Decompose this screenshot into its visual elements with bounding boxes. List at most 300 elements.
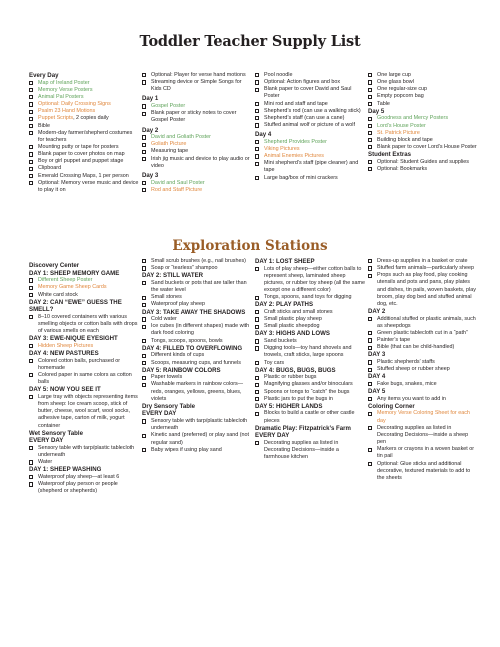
checklist-item bbox=[255, 160, 365, 174]
checklist-item bbox=[255, 153, 365, 160]
checkbox[interactable] bbox=[29, 124, 33, 128]
checkbox[interactable] bbox=[368, 167, 372, 171]
checklist-item bbox=[368, 258, 478, 265]
checkbox[interactable] bbox=[142, 80, 146, 84]
item-label: St. Patrick Picture bbox=[377, 129, 420, 136]
item-label: Rod and Staff Picture bbox=[151, 186, 203, 193]
checkbox[interactable] bbox=[29, 395, 33, 399]
checkbox[interactable] bbox=[368, 124, 372, 128]
checklist-item bbox=[29, 173, 139, 180]
page-title: Toddler Teacher Supply List bbox=[139, 33, 361, 50]
checklist-item bbox=[29, 123, 139, 130]
checkbox[interactable] bbox=[142, 259, 146, 263]
item-label: Plastic jars to put the bugs in bbox=[264, 395, 333, 402]
checkbox[interactable] bbox=[142, 181, 146, 185]
heading-day-2-can-ewe-guess-the-smell: DAY 2: CAN “EWE” GUESS THE SMELL? bbox=[29, 298, 122, 314]
checklist-item bbox=[142, 374, 252, 381]
item-label: Optional: Daily Crossing Signs bbox=[38, 101, 111, 108]
checklist-item bbox=[142, 258, 252, 265]
heading-dramatic-play-fitzpatrick-s-farm: Dramatic Play: Fitzpatrick’s Farm bbox=[255, 424, 351, 432]
item-label: Kinetic sand (preferred) or play sand (not regular sand) bbox=[151, 432, 249, 446]
checklist-item bbox=[368, 337, 478, 344]
checklist-item bbox=[142, 103, 252, 110]
item-label: Hidden Sheep Pictures bbox=[38, 342, 94, 349]
checkbox[interactable] bbox=[29, 181, 33, 185]
item-label: Modern-day farmer/shepherd costumes for teachers bbox=[38, 129, 133, 143]
checkbox[interactable] bbox=[255, 339, 259, 343]
checklist-item bbox=[368, 344, 478, 351]
checkbox[interactable] bbox=[255, 325, 259, 329]
heading-day-1-sheep-washing: DAY 1: SHEEP WASHING bbox=[29, 466, 102, 474]
checkbox[interactable] bbox=[142, 104, 146, 108]
item-label: Building block and tape bbox=[377, 136, 433, 143]
item-label: Washable markers in rainbow colors—reds, oranges, yellows, greens, blues, violets bbox=[151, 381, 244, 402]
checkbox[interactable] bbox=[29, 88, 33, 92]
item-label: Optional: Bookmarks bbox=[377, 165, 428, 172]
checkbox[interactable] bbox=[142, 135, 146, 139]
item-label: Optional: Glue sticks and additional decorative, textured materials to add to the sheets bbox=[377, 460, 471, 481]
checkbox[interactable] bbox=[142, 143, 146, 147]
checklist-item bbox=[142, 72, 252, 79]
exploration-stations-title: Exploration Stations bbox=[172, 238, 328, 254]
checkbox[interactable] bbox=[255, 397, 259, 401]
checklist-item bbox=[368, 86, 478, 93]
checklist-item bbox=[142, 141, 252, 148]
checkbox[interactable] bbox=[368, 145, 372, 149]
item-label: Waterproof play sheep bbox=[151, 301, 206, 308]
heading-day-5-rainbow-colors: DAY 5: RAINBOW COLORS bbox=[142, 366, 221, 374]
checklist-item bbox=[255, 323, 365, 330]
checkbox[interactable] bbox=[142, 112, 146, 116]
checklist-item bbox=[255, 309, 365, 316]
heading-day-3-take-away-the-shadows: DAY 3: TAKE AWAY THE SHADOWS bbox=[142, 308, 246, 316]
checklist-item bbox=[142, 156, 252, 170]
checkbox[interactable] bbox=[368, 338, 372, 342]
checkbox[interactable] bbox=[29, 446, 33, 450]
checkbox[interactable] bbox=[255, 346, 259, 350]
item-label: Memory Game Sheep Cards bbox=[38, 284, 107, 291]
item-label: Lord’s House Poster bbox=[377, 122, 426, 129]
checkbox[interactable] bbox=[142, 317, 146, 321]
checklist-item bbox=[368, 330, 478, 337]
checkbox[interactable] bbox=[255, 123, 259, 127]
checklist-item bbox=[29, 108, 139, 115]
checklist-item bbox=[255, 396, 365, 403]
checklist-item bbox=[29, 144, 139, 151]
item-label: Blank paper or sticky notes to cover Gospel Poster bbox=[151, 110, 237, 124]
item-label: Soap or “tearless” shampoo bbox=[151, 265, 218, 272]
heading-day-1-sheep-memory-game: DAY 1: SHEEP MEMORY GAME bbox=[29, 269, 120, 277]
item-label: Ice cubes (in different shapes) made with dark food coloring bbox=[151, 323, 250, 337]
checklist-item bbox=[142, 148, 252, 155]
checklist-item bbox=[368, 144, 478, 151]
checkbox[interactable] bbox=[142, 419, 146, 423]
checklist-item bbox=[368, 101, 478, 108]
item-label: Small stones bbox=[151, 294, 182, 301]
checklist-item bbox=[368, 272, 478, 308]
checkbox[interactable] bbox=[368, 382, 372, 386]
checkbox[interactable] bbox=[29, 174, 33, 178]
checklist-item bbox=[29, 94, 139, 101]
item-label: Optional: Memory verse music and device to play it on bbox=[38, 179, 139, 193]
checklist-item bbox=[142, 352, 252, 359]
checklist-item bbox=[142, 338, 252, 345]
checkbox[interactable] bbox=[142, 157, 146, 161]
item-label: Sensory table with tarp/plastic tablecloth underneath bbox=[151, 418, 248, 432]
heading-day-4-bugs-bugs-bugs: DAY 4: BUGS, BUGS, BUGS bbox=[255, 366, 336, 374]
heading-every-day: EVERY DAY bbox=[255, 432, 290, 440]
checkbox[interactable] bbox=[29, 95, 33, 99]
item-label: Small scrub brushes (e.g., nail brushes) bbox=[151, 258, 246, 264]
bottom-column-1 bbox=[29, 262, 139, 495]
item-label: Baby wipes if using play sand bbox=[151, 446, 222, 453]
checklist-item bbox=[142, 110, 252, 124]
checkbox[interactable] bbox=[29, 286, 33, 290]
heading-student-extras: Student Extras bbox=[368, 151, 412, 159]
checkbox[interactable] bbox=[368, 317, 372, 321]
top-column-3 bbox=[255, 72, 365, 182]
item-label: One large cup bbox=[377, 72, 411, 78]
checkbox[interactable] bbox=[29, 475, 33, 479]
checkbox[interactable] bbox=[29, 152, 33, 156]
item-label: Sand buckets bbox=[264, 338, 297, 345]
checkbox[interactable] bbox=[255, 310, 259, 314]
checkbox[interactable] bbox=[255, 109, 259, 113]
item-label: David and Saul Poster bbox=[151, 179, 205, 186]
checklist-item bbox=[29, 372, 139, 386]
checklist-item bbox=[368, 316, 478, 330]
checkbox[interactable] bbox=[255, 361, 259, 365]
heading-day-3-ewe-nique-eyesight: DAY 3: EWE-NIQUE EYESIGHT bbox=[29, 335, 118, 343]
checkbox[interactable] bbox=[255, 162, 259, 166]
checklist-item bbox=[255, 316, 365, 323]
checkbox[interactable] bbox=[368, 274, 372, 278]
checkbox[interactable] bbox=[368, 138, 372, 142]
item-label: Different Sheep Poster bbox=[38, 277, 93, 284]
item-label: Small plastic play sheep bbox=[264, 316, 322, 323]
checklist-item bbox=[255, 101, 365, 108]
checkbox[interactable] bbox=[29, 482, 33, 486]
checkbox[interactable] bbox=[255, 102, 259, 106]
checklist-item bbox=[368, 79, 478, 86]
heading-day-3: DAY 3 bbox=[368, 351, 386, 359]
checkbox[interactable] bbox=[142, 325, 146, 329]
checklist-item bbox=[255, 338, 365, 345]
heading-every-day: Every Day bbox=[29, 72, 59, 79]
item-label: Dress-up supplies in a basket or crate bbox=[377, 258, 468, 264]
item-label: Goliath Picture bbox=[151, 141, 187, 148]
checkbox[interactable] bbox=[29, 293, 33, 297]
checkbox[interactable] bbox=[368, 95, 372, 99]
item-label: Pool noodle bbox=[264, 72, 293, 78]
checkbox[interactable] bbox=[29, 102, 33, 106]
checkbox[interactable] bbox=[142, 383, 146, 387]
checkbox[interactable] bbox=[255, 383, 259, 387]
heading-discovery-center: Discovery Center bbox=[29, 262, 80, 269]
item-label: Viking Pictures bbox=[264, 146, 300, 152]
item-label: Digging tools—toy hand shovels and trowels, craft sticks, large spoons bbox=[264, 345, 352, 359]
checklist-item bbox=[142, 280, 252, 294]
checklist-item bbox=[142, 79, 252, 93]
item-label: Gospel Poster bbox=[151, 103, 186, 110]
checkbox[interactable] bbox=[368, 331, 372, 335]
item-label: Goodness and Mercy Posters bbox=[377, 115, 449, 122]
checkbox[interactable] bbox=[142, 434, 146, 438]
item-label: Paper towels bbox=[151, 374, 183, 381]
item-label: Colored paper in same colors as cotton balls bbox=[38, 371, 132, 386]
checklist-item bbox=[368, 359, 478, 366]
heading-day-5: Day 5 bbox=[368, 107, 385, 115]
checkbox[interactable] bbox=[142, 354, 146, 358]
checklist-item bbox=[142, 301, 252, 308]
checklist-item bbox=[255, 294, 365, 301]
checklist-item bbox=[29, 115, 139, 122]
checkbox[interactable] bbox=[255, 154, 259, 158]
checkbox[interactable] bbox=[142, 303, 146, 307]
checklist-item bbox=[29, 474, 139, 481]
item-label: One glass bowl bbox=[377, 79, 414, 86]
checkbox[interactable] bbox=[255, 317, 259, 321]
checkbox[interactable] bbox=[368, 360, 372, 364]
checklist-item bbox=[255, 115, 365, 122]
item-label: Markers or crayons in a woven basket or tin pail bbox=[377, 446, 475, 460]
item-label: Tongs, scoops, spoons, bowls bbox=[151, 337, 223, 344]
item-label: Toy cars bbox=[264, 359, 285, 366]
checklist-item bbox=[368, 166, 478, 173]
checkbox[interactable] bbox=[29, 131, 33, 135]
heading-day-1: Day 1 bbox=[142, 95, 159, 103]
checkbox[interactable] bbox=[29, 460, 33, 464]
checklist-item bbox=[368, 381, 478, 388]
checkbox[interactable] bbox=[29, 81, 33, 85]
checklist-item bbox=[255, 381, 365, 388]
checklist-item bbox=[368, 396, 478, 403]
item-label-linked: Puppet Scripts bbox=[38, 115, 74, 122]
heading-every-day: EVERY DAY bbox=[142, 410, 177, 418]
item-label: Additional stuffed or plastic animals, such as sheepdogs bbox=[377, 315, 476, 329]
checkbox[interactable] bbox=[255, 80, 259, 84]
checklist-item bbox=[368, 446, 478, 460]
checklist-item bbox=[29, 343, 139, 350]
checkbox[interactable] bbox=[142, 296, 146, 300]
checkbox[interactable] bbox=[368, 266, 372, 270]
checkbox[interactable] bbox=[255, 412, 259, 416]
checklist-item bbox=[368, 265, 478, 272]
item-label-rest: , 2 copies daily bbox=[73, 115, 109, 122]
item-label: Plastic shepherds’ staffs bbox=[377, 359, 435, 366]
item-label: Shepherd’s rod (can use a walking stick) bbox=[264, 107, 361, 114]
checklist-item bbox=[29, 358, 139, 372]
checkbox[interactable] bbox=[29, 145, 33, 149]
checklist-item bbox=[255, 175, 365, 182]
item-label: Clipboard bbox=[38, 165, 62, 172]
checklist-item bbox=[29, 292, 139, 299]
checkbox[interactable] bbox=[29, 278, 33, 282]
item-label: Memory Verse Posters bbox=[38, 86, 93, 93]
item-label: Scoops, measuring cups, and funnels bbox=[151, 359, 241, 366]
checklist-item bbox=[142, 294, 252, 301]
checkbox[interactable] bbox=[368, 117, 372, 121]
heading-day-4: Day 4 bbox=[255, 131, 272, 139]
item-label: Large bag/box of mini crackers bbox=[264, 174, 338, 181]
checkbox[interactable] bbox=[368, 102, 372, 106]
checkbox[interactable] bbox=[368, 448, 372, 452]
checkbox[interactable] bbox=[368, 160, 372, 164]
item-label: Blank paper to cover Lord’s House Poster bbox=[377, 144, 477, 150]
item-label: Props such as play food, play cooking utensils and pots and pans, play plates and dishes, tin pails, woven baskets, play broom, play dog bed and stuffed animal dog, etc. bbox=[377, 272, 476, 307]
checkbox[interactable] bbox=[255, 296, 259, 300]
checkbox[interactable] bbox=[29, 344, 33, 348]
item-label: Animal Pal Posters bbox=[38, 93, 84, 100]
checkbox[interactable] bbox=[368, 80, 372, 84]
checklist-item bbox=[368, 410, 478, 424]
item-label: Psalm 23 Hand Motions bbox=[38, 108, 96, 115]
checklist-item bbox=[368, 93, 478, 100]
checkbox[interactable] bbox=[29, 117, 33, 121]
checkbox[interactable] bbox=[142, 188, 146, 192]
checklist-item bbox=[142, 381, 252, 402]
checkbox[interactable] bbox=[142, 339, 146, 343]
item-label: Bible bbox=[38, 122, 50, 129]
item-label: Plastic or rubber bugs bbox=[264, 374, 317, 381]
item-label: Fake bugs, snakes, mice bbox=[377, 380, 437, 387]
item-label: One regular-size cup bbox=[377, 86, 428, 93]
checklist-item bbox=[29, 87, 139, 94]
checkbox[interactable] bbox=[255, 140, 259, 144]
checklist-item bbox=[368, 130, 478, 137]
item-label: Irish jig music and device to play audio or video bbox=[151, 155, 250, 169]
checklist-item bbox=[29, 151, 139, 158]
checklist-item bbox=[29, 284, 139, 291]
checkbox[interactable] bbox=[142, 448, 146, 452]
checkbox[interactable] bbox=[142, 73, 146, 77]
checklist-item bbox=[255, 139, 365, 146]
item-label: White card stock bbox=[38, 291, 78, 298]
checklist-item bbox=[368, 159, 478, 166]
item-label: Mounting putty or tape for posters bbox=[38, 144, 119, 150]
heading-day-5: DAY 5 bbox=[368, 388, 386, 396]
checkbox[interactable] bbox=[142, 376, 146, 380]
checklist-item bbox=[29, 80, 139, 87]
item-label: Large tray with objects representing items from sheep: Ice cream scoop, stick of butter, cheese, wool scarf, wool socks, adhesive tape, carton of milk, yogurt container bbox=[38, 393, 138, 429]
checklist-item bbox=[142, 360, 252, 367]
checkbox[interactable] bbox=[255, 376, 259, 380]
checklist-item bbox=[255, 360, 365, 367]
checkbox[interactable] bbox=[29, 373, 33, 377]
item-label: Measuring tape bbox=[151, 148, 189, 155]
checkbox[interactable] bbox=[29, 160, 33, 164]
checkbox[interactable] bbox=[255, 73, 259, 77]
checkbox[interactable] bbox=[255, 176, 259, 180]
checkbox[interactable] bbox=[368, 368, 372, 372]
checklist-item bbox=[142, 187, 252, 194]
heading-wet-sensory-table: Wet Sensory Table bbox=[29, 429, 83, 437]
checklist-item bbox=[29, 130, 139, 144]
item-label: 8–10 covered containers with various smelling objects or cotton balls with drops of various smells on each bbox=[38, 313, 138, 335]
checkbox[interactable] bbox=[29, 315, 33, 319]
checkbox[interactable] bbox=[255, 441, 259, 445]
checklist-item bbox=[255, 79, 365, 86]
checklist-item bbox=[142, 180, 252, 187]
item-label: Spoons or tongs to “catch” the bugs bbox=[264, 388, 350, 395]
bottom-column-4 bbox=[368, 258, 478, 482]
checkbox[interactable] bbox=[29, 167, 33, 171]
item-label: Boy or girl puppet and puppet stage bbox=[38, 158, 124, 165]
checklist-item bbox=[29, 101, 139, 108]
checkbox[interactable] bbox=[142, 266, 146, 270]
checklist-item bbox=[255, 72, 365, 79]
item-label: Empty popcorn bag bbox=[377, 93, 424, 100]
checklist-item bbox=[255, 146, 365, 153]
heading-day-4-filled-to-overflowing: DAY 4: FILLED TO OVERFLOWING bbox=[142, 344, 243, 352]
checkbox[interactable] bbox=[368, 88, 372, 92]
item-label: Decorating supplies as listed in Decorating Decisions—inside a sheep pen bbox=[377, 424, 469, 446]
checkbox[interactable] bbox=[368, 397, 372, 401]
checklist-item bbox=[29, 158, 139, 165]
item-label: Sand buckets or pots that are taller than the water level bbox=[151, 279, 247, 294]
bottom-column-3 bbox=[255, 258, 365, 461]
item-label: Animal Enemies Pictures bbox=[264, 153, 324, 160]
heading-day-4: DAY 4 bbox=[368, 373, 386, 381]
item-label: Shepherd Provides Poster bbox=[264, 138, 327, 145]
item-label: Mini shepherd’s staff (pipe cleaner) and tape bbox=[264, 160, 359, 174]
item-label: Blocks to build a castle or other castle pieces bbox=[264, 410, 355, 424]
checklist-item bbox=[368, 425, 478, 446]
item-label: David and Goliath Poster bbox=[151, 134, 211, 141]
checkbox[interactable] bbox=[255, 88, 259, 92]
checkbox[interactable] bbox=[255, 147, 259, 151]
heading-day-1-lost-sheep: DAY 1: LOST SHEEP bbox=[255, 258, 315, 265]
item-label: Painter’s tape bbox=[377, 337, 411, 344]
item-label: Lots of play sheep—either cotton balls to represent sheep, laminated sheep pictures, or rubber toy sheep (all the same except one a different color) bbox=[264, 265, 365, 294]
checklist-item bbox=[142, 323, 252, 337]
checklist-item bbox=[368, 461, 478, 482]
checkbox[interactable] bbox=[368, 462, 372, 466]
item-label: Blank paper to cover David and Saul Poster bbox=[264, 86, 352, 100]
heading-every-day: EVERY DAY bbox=[29, 437, 64, 445]
checkbox[interactable] bbox=[368, 412, 372, 416]
checkbox[interactable] bbox=[142, 150, 146, 154]
checkbox[interactable] bbox=[255, 267, 259, 271]
checkbox[interactable] bbox=[29, 359, 33, 363]
checkbox[interactable] bbox=[368, 259, 372, 263]
item-label: Any items you want to add in bbox=[377, 395, 446, 402]
heading-day-3-highs-and-lows: DAY 3: HIGHS AND LOWS bbox=[255, 330, 330, 338]
item-label: Memory Verse Coloring Sheet for each day bbox=[377, 410, 470, 424]
heading-day-5-now-you-see-it: DAY 5: NOW YOU SEE IT bbox=[29, 386, 101, 394]
checklist-item bbox=[255, 389, 365, 396]
item-label: Streaming device or Simple Songs for Kids CD bbox=[151, 79, 242, 93]
checkbox[interactable] bbox=[368, 346, 372, 350]
checkbox[interactable] bbox=[368, 73, 372, 77]
checklist-item bbox=[255, 108, 365, 115]
checkbox[interactable] bbox=[255, 116, 259, 120]
checklist-item bbox=[29, 180, 139, 194]
checkbox[interactable] bbox=[255, 390, 259, 394]
checkbox[interactable] bbox=[368, 131, 372, 135]
checklist-item bbox=[29, 314, 139, 335]
checklist-item bbox=[368, 123, 478, 130]
checkbox[interactable] bbox=[368, 426, 372, 430]
checklist-item bbox=[29, 277, 139, 284]
checkbox[interactable] bbox=[29, 110, 33, 114]
checkbox[interactable] bbox=[142, 281, 146, 285]
item-label: Water bbox=[38, 459, 53, 466]
heading-day-4-new-pastures: DAY 4: NEW PASTURES bbox=[29, 350, 99, 358]
heading-coloring-corner: Coloring Corner bbox=[368, 402, 415, 410]
checkbox[interactable] bbox=[142, 361, 146, 365]
checklist-item bbox=[368, 115, 478, 122]
